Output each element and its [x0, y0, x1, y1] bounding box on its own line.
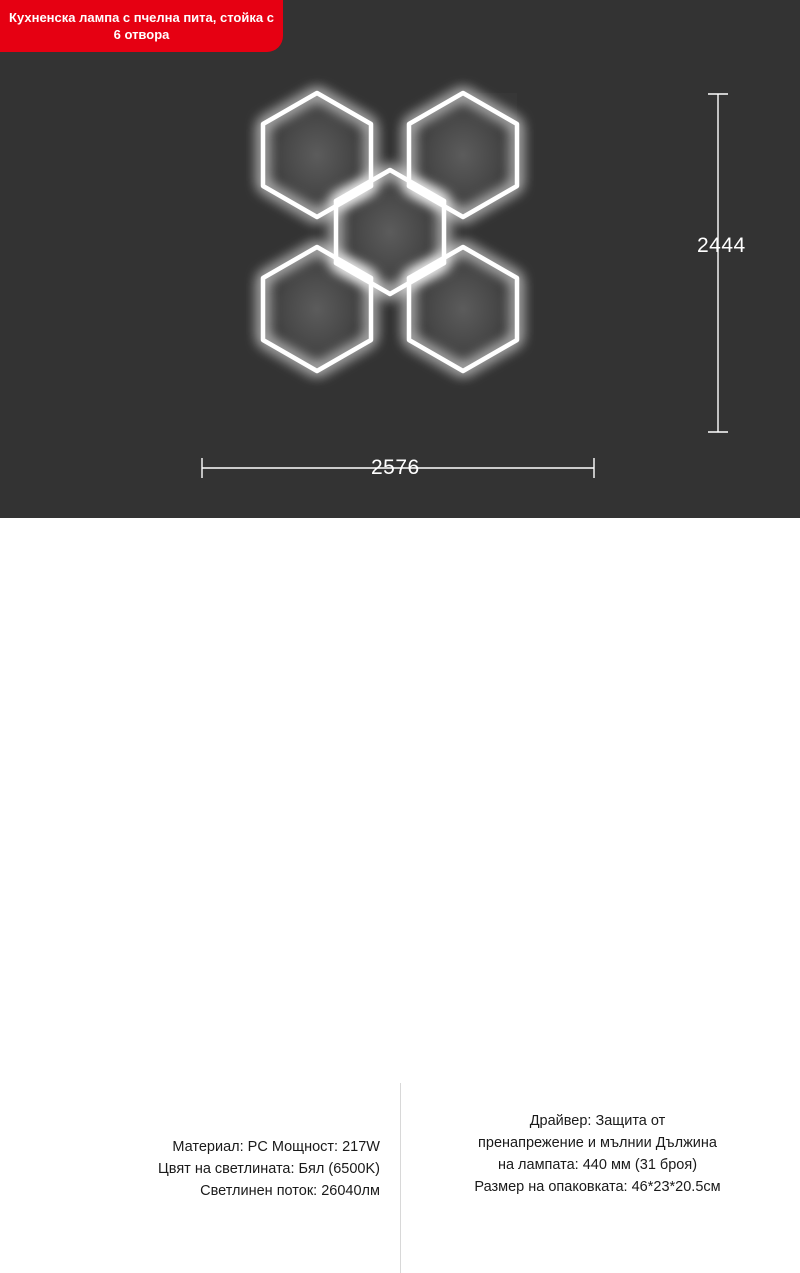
spec-left-line-2: Цвят на светлината: Бял (6500K)	[158, 1161, 380, 1177]
product-title-banner: Кухненска лампа с пчелна пита, стойка с 6 отвора	[0, 0, 283, 52]
spec-right-line-2: пренапрежение и мълнии Дължина	[478, 1135, 717, 1151]
specification-area	[0, 518, 800, 1199]
spec-right-column	[420, 1110, 775, 1198]
height-dimension-line	[705, 88, 731, 438]
spec-right-line-3: на лампата: 440 мм (31 броя)	[497, 1157, 698, 1173]
spec-right-line-4: Размер на опаковката: 46*23*20.5см	[474, 1179, 721, 1195]
hexagon-lamp-cluster	[180, 80, 600, 450]
spec-left-line-3: Светлинен поток: 26040лм	[200, 1183, 380, 1199]
spec-divider	[400, 1083, 401, 1273]
spec-right-line-1: Драйвер: Защита от	[529, 1113, 666, 1129]
product-photo-panel	[0, 0, 800, 518]
spec-left-line-1: Материал: PC Мощност: 217W	[172, 1139, 380, 1155]
height-dimension-label: 2444	[697, 234, 746, 257]
spec-left-column	[40, 1136, 380, 1202]
width-dimension-label: 2576	[371, 456, 420, 479]
